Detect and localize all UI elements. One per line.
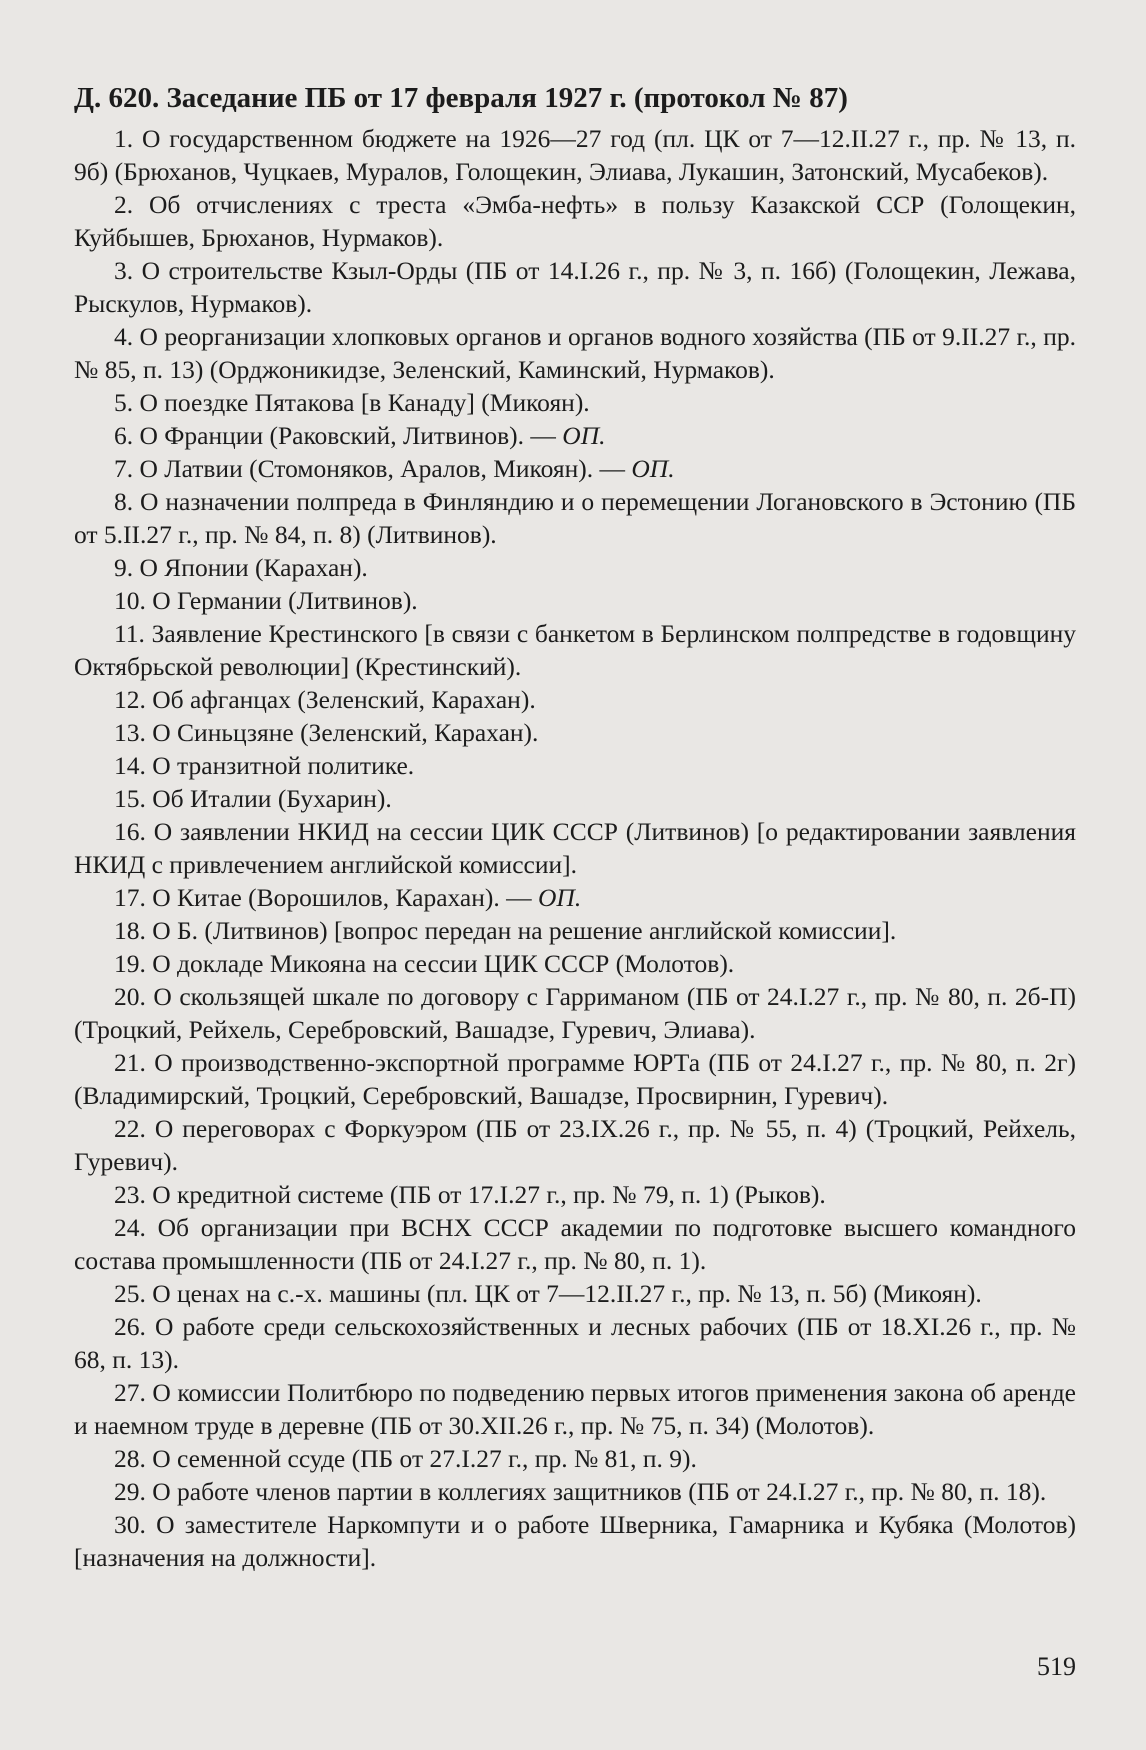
agenda-item bbox=[74, 1310, 1076, 1376]
agenda-item-text: 9. О Японии (Карахан). bbox=[114, 553, 368, 582]
agenda-list bbox=[74, 122, 1076, 1574]
agenda-item-text: 25. О ценах на с.-х. машины (пл. ЦК от 7—12.II.27 г., пр. № 13, п. 5б) (Микоян). bbox=[114, 1279, 982, 1308]
agenda-item-text: 4. О реорганизации хлопковых органов и органов водного хозяйства (ПБ от 9.II.27 г., пр. № 85, п. 13) (Орджоникидзе, Зеленский, Каминский, Нурмаков). bbox=[74, 322, 1076, 384]
agenda-item bbox=[74, 1442, 1076, 1475]
agenda-item-text: 14. О транзитной политике. bbox=[114, 751, 415, 780]
agenda-item bbox=[74, 452, 1076, 485]
agenda-item bbox=[74, 1211, 1076, 1277]
agenda-item bbox=[74, 881, 1076, 914]
agenda-item-text: 6. О Франции (Раковский, Литвинов). — bbox=[114, 421, 563, 450]
agenda-item bbox=[74, 683, 1076, 716]
agenda-item bbox=[74, 782, 1076, 815]
agenda-item-text: 27. О комиссии Политбюро по подведению первых итогов применения закона об аренде и наемном труде в деревне (ПБ от 30.XII.26 г., пр. № 75, п. 34) (Молотов). bbox=[74, 1378, 1076, 1440]
agenda-item bbox=[74, 947, 1076, 980]
agenda-item bbox=[74, 1046, 1076, 1112]
agenda-item-text: 22. О переговорах с Форкуэром (ПБ от 23.IX.26 г., пр. № 55, п. 4) (Троцкий, Рейхель, Гуревич). bbox=[74, 1114, 1076, 1176]
agenda-item bbox=[74, 584, 1076, 617]
agenda-item-text: 1. О государственном бюджете на 1926—27 год (пл. ЦК от 7—12.II.27 г., пр. № 13, п. 9б) (Брюханов, Чуцкаев, Муралов, Голощекин, Элиава, Лукашин, Затонский, Мусабеков). bbox=[74, 124, 1076, 186]
agenda-item bbox=[74, 1178, 1076, 1211]
agenda-item-text: 17. О Китае (Ворошилов, Карахан). — bbox=[114, 883, 539, 912]
decision-mark: ОП. bbox=[562, 421, 606, 450]
agenda-item bbox=[74, 749, 1076, 782]
agenda-item bbox=[74, 1475, 1076, 1508]
agenda-item bbox=[74, 551, 1076, 584]
agenda-item-text: 2. Об отчислениях с треста «Эмба-нефть» в пользу Казакской ССР (Голощекин, Куйбышев, Брюханов, Нурмаков). bbox=[74, 190, 1076, 252]
agenda-item-text: 16. О заявлении НКИД на сессии ЦИК СССР (Литвинов) [о редактировании заявления НКИД с привлечением английской комиссии]. bbox=[74, 817, 1076, 879]
agenda-item bbox=[74, 254, 1076, 320]
agenda-item-text: 10. О Германии (Литвинов). bbox=[114, 586, 418, 615]
agenda-item-text: 11. Заявление Крестинского [в связи с банкетом в Берлинском полпредстве в годовщину Октябрьской революции] (Крестинский). bbox=[74, 619, 1076, 681]
agenda-item bbox=[74, 1112, 1076, 1178]
agenda-item-text: 12. Об афганцах (Зеленский, Карахан). bbox=[114, 685, 536, 714]
agenda-item bbox=[74, 320, 1076, 386]
agenda-item-text: 23. О кредитной системе (ПБ от 17.I.27 г., пр. № 79, п. 1) (Рыков). bbox=[114, 1180, 826, 1209]
agenda-item-text: 3. О строительстве Кзыл-Орды (ПБ от 14.I.26 г., пр. № 3, п. 16б) (Голощекин, Лежава, Рыскулов, Нурмаков). bbox=[74, 256, 1076, 318]
agenda-item-text: 29. О работе членов партии в коллегиях защитников (ПБ от 24.I.27 г., пр. № 80, п. 18). bbox=[114, 1477, 1047, 1506]
agenda-item bbox=[74, 188, 1076, 254]
agenda-item-text: 13. О Синьцзяне (Зеленский, Карахан). bbox=[114, 718, 539, 747]
agenda-item bbox=[74, 1277, 1076, 1310]
agenda-item bbox=[74, 419, 1076, 452]
agenda-item-text: 30. О заместителе Наркомпути и о работе Шверника, Гамарника и Кубяка (Молотов) [назначения на должности]. bbox=[74, 1510, 1076, 1572]
agenda-item-text: 5. О поездке Пятакова [в Канаду] (Микоян). bbox=[114, 388, 590, 417]
agenda-item bbox=[74, 485, 1076, 551]
agenda-item bbox=[74, 716, 1076, 749]
agenda-item-text: 24. Об организации при ВСНХ СССР академии по подготовке высшего командного состава промышленности (ПБ от 24.I.27 г., пр. № 80, п. 1). bbox=[74, 1213, 1076, 1275]
agenda-item bbox=[74, 386, 1076, 419]
agenda-item bbox=[74, 1508, 1076, 1574]
agenda-item bbox=[74, 122, 1076, 188]
agenda-item-text: 20. О скользящей шкале по договору с Гарриманом (ПБ от 24.I.27 г., пр. № 80, п. 2б-П) (Троцкий, Рейхель, Серебровский, Вашадзе, Гуревич, Элиава). bbox=[74, 982, 1076, 1044]
agenda-item-text: 19. О докладе Микояна на сессии ЦИК СССР (Молотов). bbox=[114, 949, 735, 978]
agenda-item-text: 18. О Б. (Литвинов) [вопрос передан на решение английской комиссии]. bbox=[114, 916, 897, 945]
agenda-item-text: 21. О производственно-экспортной программе ЮРТа (ПБ от 24.I.27 г., пр. № 80, п. 2г) (Владимирский, Троцкий, Серебровский, Вашадзе, Просвирнин, Гуревич). bbox=[74, 1048, 1076, 1110]
agenda-item bbox=[74, 617, 1076, 683]
agenda-item bbox=[74, 815, 1076, 881]
document-heading: Д. 620. Заседание ПБ от 17 февраля 1927 г. (протокол № 87) bbox=[74, 82, 848, 114]
decision-mark: ОП. bbox=[538, 883, 582, 912]
agenda-item-text: 8. О назначении полпреда в Финляндию и о перемещении Логановского в Эстонию (ПБ от 5.II.27 г., пр. № 84, п. 8) (Литвинов). bbox=[74, 487, 1076, 549]
agenda-item-text: 7. О Латвии (Стомоняков, Аралов, Микоян). — bbox=[114, 454, 632, 483]
agenda-item-text: 26. О работе среди сельскохозяйственных и лесных рабочих (ПБ от 18.XI.26 г., пр. № 68, п. 13). bbox=[74, 1312, 1076, 1374]
agenda-item bbox=[74, 980, 1076, 1046]
agenda-item bbox=[74, 914, 1076, 947]
page-number: 519 bbox=[1037, 1652, 1076, 1681]
decision-mark: ОП. bbox=[631, 454, 675, 483]
agenda-item-text: 15. Об Италии (Бухарин). bbox=[114, 784, 392, 813]
agenda-item bbox=[74, 1376, 1076, 1442]
agenda-item-text: 28. О семенной ссуде (ПБ от 27.I.27 г., пр. № 81, п. 9). bbox=[114, 1444, 697, 1473]
